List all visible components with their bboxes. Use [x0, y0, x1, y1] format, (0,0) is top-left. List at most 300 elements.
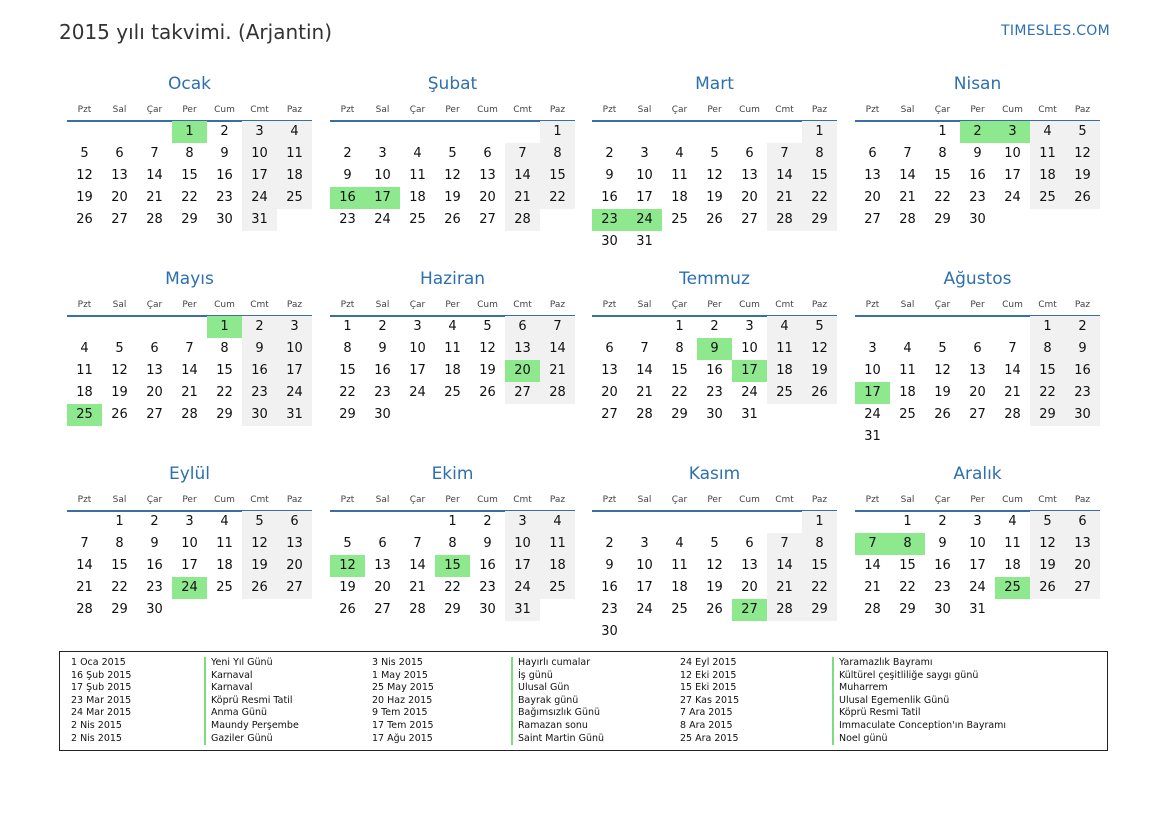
- legend-date: 9 Tem 2015: [372, 707, 428, 719]
- day-cell: 26: [339, 602, 356, 617]
- day-cell: 5: [938, 341, 947, 356]
- day-cell: 8: [802, 533, 837, 555]
- day-cell: 30: [969, 212, 986, 227]
- day-cell: 8: [938, 146, 947, 161]
- day-cell: 4: [1008, 514, 1017, 529]
- legend-date: 2 Nis 2015: [71, 719, 122, 731]
- day-cell: 14: [409, 558, 426, 573]
- day-cell: 21: [864, 580, 881, 595]
- day-cell: 20: [864, 190, 881, 205]
- day-cell: 30: [479, 602, 496, 617]
- day-cell: 9: [220, 146, 229, 161]
- weekday-label: Sal: [112, 105, 127, 115]
- weekday-label: Cum: [739, 300, 760, 310]
- day-cell: 31: [864, 429, 881, 444]
- day-cell: 29: [899, 602, 916, 617]
- day-cell: 24: [242, 187, 277, 209]
- holiday-day-cell: 27: [732, 599, 767, 621]
- legend-date: 2 Nis 2015: [71, 732, 122, 744]
- day-cell: 15: [899, 558, 916, 573]
- month-calendar: [592, 269, 837, 459]
- day-cell: 28: [181, 407, 198, 422]
- day-cell: 30: [1065, 404, 1100, 426]
- day-cell: 7: [505, 143, 540, 165]
- month-divider: [592, 510, 837, 512]
- day-cell: 4: [1030, 121, 1065, 143]
- day-cell: 12: [1065, 143, 1100, 165]
- month-name: Haziran: [419, 269, 486, 289]
- day-cell: 4: [903, 341, 912, 356]
- day-cell: 28: [864, 602, 881, 617]
- day-cell: 8: [675, 341, 684, 356]
- weekday-label: Çar: [934, 300, 951, 310]
- legend-names-col1: [204, 657, 299, 745]
- month-name: Eylül: [168, 464, 211, 484]
- month-name: Aralık: [953, 464, 1002, 484]
- weekday-label: Çar: [671, 495, 688, 505]
- day-cell: 14: [899, 168, 916, 183]
- weekday-label: Cmt: [775, 495, 794, 505]
- day-cell: 22: [444, 580, 461, 595]
- legend-dates-col2: [372, 657, 434, 745]
- day-cell: 27: [601, 407, 618, 422]
- day-cell: 14: [76, 558, 93, 573]
- weekday-label: Pzt: [77, 495, 92, 505]
- month-name: Mayıs: [165, 269, 214, 289]
- weekday-label: Pzt: [602, 300, 617, 310]
- page-title: 2015 yılı takvimi. (Arjantin): [59, 20, 333, 44]
- day-cell: 30: [601, 234, 618, 249]
- weekday-header: [330, 495, 575, 507]
- day-cell: 8: [343, 341, 352, 356]
- holiday-day-cell: 9: [697, 338, 732, 360]
- weekday-label: Per: [707, 105, 722, 115]
- day-cell: 8: [185, 146, 194, 161]
- day-cell: 18: [277, 165, 312, 187]
- day-cell: 12: [802, 338, 837, 360]
- month-name: Kasım: [688, 464, 741, 484]
- day-cell: 19: [706, 580, 723, 595]
- day-cell: 16: [601, 190, 618, 205]
- weekday-label: Cmt: [250, 495, 269, 505]
- day-cell: 25: [216, 580, 233, 595]
- weekday-label: Cum: [477, 495, 498, 505]
- day-cell: 10: [864, 363, 881, 378]
- day-cell: 14: [540, 338, 575, 360]
- day-cell: 23: [216, 190, 233, 205]
- day-cell: 27: [505, 382, 540, 404]
- weekday-label: Çar: [409, 300, 426, 310]
- day-cell: 3: [973, 514, 982, 529]
- weekday-label: Per: [707, 300, 722, 310]
- month-calendar: [855, 269, 1100, 459]
- day-cell: 11: [409, 168, 426, 183]
- day-cell: 24: [409, 385, 426, 400]
- weekday-label: Pzt: [77, 105, 92, 115]
- day-cell: 22: [181, 190, 198, 205]
- day-cell: 4: [448, 319, 457, 334]
- month-calendar: [330, 269, 575, 459]
- day-cell: 3: [277, 316, 312, 338]
- day-cell: 18: [899, 385, 916, 400]
- day-cell: 31: [636, 234, 653, 249]
- legend-holiday-name: Noel günü: [839, 732, 888, 744]
- day-cell: 5: [1065, 121, 1100, 143]
- day-cell: 11: [444, 341, 461, 356]
- weekday-label: Cum: [1002, 300, 1023, 310]
- day-cell: 26: [1030, 577, 1065, 599]
- month-calendar: [330, 74, 575, 264]
- day-cell: 12: [444, 168, 461, 183]
- day-cell: 24: [741, 385, 758, 400]
- month-name: Temmuz: [679, 269, 750, 289]
- weekday-label: Cmt: [513, 495, 532, 505]
- day-cell: 28: [636, 407, 653, 422]
- day-cell: 21: [899, 190, 916, 205]
- day-cell: 15: [339, 363, 356, 378]
- day-cell: 12: [242, 533, 277, 555]
- weekday-label: Per: [970, 105, 985, 115]
- weekday-label: Sal: [637, 105, 652, 115]
- day-cell: 15: [934, 168, 951, 183]
- weekday-label: Per: [707, 495, 722, 505]
- weekday-header: [855, 300, 1100, 312]
- legend-holiday-name: Ramazan sonu: [518, 719, 588, 731]
- weekday-label: Cmt: [775, 300, 794, 310]
- day-cell: 2: [242, 316, 277, 338]
- day-cell: 21: [540, 360, 575, 382]
- legend-holiday-name: Gaziler Günü: [211, 732, 273, 744]
- day-cell: 28: [767, 599, 802, 621]
- day-cell: 26: [76, 212, 93, 227]
- day-cell: 28: [146, 212, 163, 227]
- day-cell: 17: [969, 558, 986, 573]
- day-cell: 8: [540, 143, 575, 165]
- holiday-day-cell: 25: [995, 577, 1030, 599]
- weekday-label: Per: [970, 495, 985, 505]
- legend-date: 1 May 2015: [372, 669, 428, 681]
- weekday-label: Per: [970, 300, 985, 310]
- day-cell: 20: [601, 385, 618, 400]
- day-cell: 6: [605, 341, 614, 356]
- day-cell: 10: [242, 143, 277, 165]
- day-cell: 28: [899, 212, 916, 227]
- day-cell: 4: [277, 121, 312, 143]
- month-calendar: [67, 464, 312, 654]
- month-name: Şubat: [427, 74, 478, 94]
- day-cell: 25: [1030, 187, 1065, 209]
- day-cell: 12: [934, 363, 951, 378]
- day-cell: 11: [899, 363, 916, 378]
- day-cell: 29: [339, 407, 356, 422]
- day-cell: 2: [378, 319, 387, 334]
- day-cell: 7: [80, 536, 89, 551]
- weekday-label: Paz: [811, 105, 828, 115]
- day-cell: 9: [343, 168, 352, 183]
- day-cell: 15: [181, 168, 198, 183]
- weekday-label: Cum: [214, 495, 235, 505]
- month-divider: [330, 120, 575, 122]
- legend-holiday-name: Karnaval: [211, 682, 253, 694]
- day-cell: 20: [1065, 555, 1100, 577]
- holiday-day-cell: 25: [67, 404, 102, 426]
- day-cell: 18: [671, 580, 688, 595]
- holiday-day-cell: 24: [627, 209, 662, 231]
- day-cell: 1: [115, 514, 124, 529]
- day-cell: 20: [374, 580, 391, 595]
- day-cell: 8: [448, 536, 457, 551]
- day-cell: 14: [767, 555, 802, 577]
- weekday-header: [592, 105, 837, 117]
- weekday-header: [855, 105, 1100, 117]
- day-cell: 23: [479, 580, 496, 595]
- day-cell: 4: [220, 514, 229, 529]
- day-cell: 23: [934, 580, 951, 595]
- day-cell: 10: [1004, 146, 1021, 161]
- legend-holiday-name: Hayırlı cumalar: [518, 657, 591, 668]
- day-cell: 29: [802, 599, 837, 621]
- month-calendar: [592, 74, 837, 264]
- day-cell: 3: [413, 319, 422, 334]
- day-cell: 28: [505, 209, 540, 231]
- day-cell: 23: [339, 212, 356, 227]
- day-cell: 25: [277, 187, 312, 209]
- day-cell: 13: [111, 168, 128, 183]
- month-calendar: [67, 74, 312, 264]
- day-cell: 27: [741, 212, 758, 227]
- holiday-day-cell: 12: [330, 555, 365, 577]
- day-cell: 23: [374, 385, 391, 400]
- legend-holiday-name: Köprü Resmi Tatil: [839, 707, 921, 719]
- day-cell: 7: [540, 316, 575, 338]
- day-cell: 13: [741, 558, 758, 573]
- day-cell: 5: [343, 536, 352, 551]
- legend-date: 12 Eki 2015: [680, 669, 737, 681]
- day-cell: 20: [146, 385, 163, 400]
- day-cell: 18: [540, 555, 575, 577]
- weekday-label: Sal: [375, 300, 390, 310]
- legend-holiday-name: Karnaval: [211, 669, 253, 681]
- weekday-label: Cmt: [250, 105, 269, 115]
- day-cell: 30: [146, 602, 163, 617]
- legend-holiday-name: Kültürel çeşitliliğe saygı günü: [839, 669, 979, 681]
- day-cell: 9: [483, 536, 492, 551]
- day-cell: 22: [216, 385, 233, 400]
- day-cell: 22: [802, 577, 837, 599]
- day-cell: 17: [242, 165, 277, 187]
- day-cell: 2: [605, 146, 614, 161]
- day-cell: 1: [938, 124, 947, 139]
- day-cell: 25: [409, 212, 426, 227]
- day-cell: 25: [671, 602, 688, 617]
- day-cell: 17: [277, 360, 312, 382]
- day-cell: 19: [339, 580, 356, 595]
- day-cell: 23: [1065, 382, 1100, 404]
- day-cell: 4: [540, 511, 575, 533]
- day-cell: 11: [76, 363, 93, 378]
- day-cell: 12: [76, 168, 93, 183]
- weekday-label: Çar: [671, 300, 688, 310]
- day-cell: 28: [409, 602, 426, 617]
- weekday-label: Pzt: [602, 105, 617, 115]
- day-cell: 23: [146, 580, 163, 595]
- day-cell: 31: [741, 407, 758, 422]
- day-cell: 19: [934, 385, 951, 400]
- holiday-day-cell: 8: [890, 533, 925, 555]
- day-cell: 19: [479, 363, 496, 378]
- day-cell: 26: [1065, 187, 1100, 209]
- day-cell: 5: [80, 146, 89, 161]
- day-cell: 30: [242, 404, 277, 426]
- day-cell: 21: [767, 577, 802, 599]
- legend-holiday-name: Saint Martin Günü: [518, 732, 605, 744]
- day-cell: 8: [220, 341, 229, 356]
- holiday-day-cell: 23: [592, 209, 627, 231]
- weekday-label: Sal: [637, 495, 652, 505]
- day-cell: 28: [767, 209, 802, 231]
- legend-date: 24 Eyl 2015: [680, 657, 737, 668]
- day-cell: 15: [540, 165, 575, 187]
- day-cell: 29: [444, 602, 461, 617]
- day-cell: 25: [671, 212, 688, 227]
- day-cell: 1: [802, 511, 837, 533]
- day-cell: 22: [540, 187, 575, 209]
- day-cell: 16: [1065, 360, 1100, 382]
- legend-date: 8 Ara 2015: [680, 719, 733, 731]
- day-cell: 1: [903, 514, 912, 529]
- day-cell: 21: [181, 385, 198, 400]
- day-cell: 10: [636, 168, 653, 183]
- weekday-label: Pzt: [77, 300, 92, 310]
- day-cell: 2: [220, 124, 229, 139]
- day-cell: 4: [80, 341, 89, 356]
- weekday-label: Cum: [739, 495, 760, 505]
- weekday-label: Per: [182, 300, 197, 310]
- weekday-label: Pzt: [865, 495, 880, 505]
- day-cell: 3: [185, 514, 194, 529]
- day-cell: 19: [444, 190, 461, 205]
- weekday-label: Sal: [900, 300, 915, 310]
- holiday-day-cell: 2: [960, 121, 995, 143]
- month-calendar: [855, 464, 1100, 654]
- day-cell: 21: [636, 385, 653, 400]
- day-cell: 6: [505, 316, 540, 338]
- day-cell: 27: [864, 212, 881, 227]
- day-cell: 16: [242, 360, 277, 382]
- weekday-label: Cmt: [513, 300, 532, 310]
- day-cell: 20: [111, 190, 128, 205]
- day-cell: 26: [706, 212, 723, 227]
- day-cell: 10: [741, 341, 758, 356]
- weekday-label: Paz: [549, 105, 566, 115]
- weekday-label: Cmt: [513, 105, 532, 115]
- weekday-label: Sal: [375, 495, 390, 505]
- day-cell: 7: [640, 341, 649, 356]
- day-cell: 25: [540, 577, 575, 599]
- day-cell: 29: [181, 212, 198, 227]
- site-logo-link[interactable]: TIMESLES.COM: [1001, 23, 1110, 39]
- day-cell: 11: [671, 168, 688, 183]
- day-cell: 21: [505, 187, 540, 209]
- legend-date: 17 Ağu 2015: [372, 732, 433, 744]
- day-cell: 9: [973, 146, 982, 161]
- day-cell: 5: [710, 146, 719, 161]
- weekday-label: Paz: [811, 495, 828, 505]
- day-cell: 11: [1030, 143, 1065, 165]
- day-cell: 24: [505, 577, 540, 599]
- day-cell: 5: [1030, 511, 1065, 533]
- day-cell: 16: [146, 558, 163, 573]
- month-name: Ekim: [431, 464, 474, 484]
- weekday-label: Sal: [375, 105, 390, 115]
- day-cell: 27: [969, 407, 986, 422]
- day-cell: 6: [277, 511, 312, 533]
- weekday-header: [67, 300, 312, 312]
- holiday-day-cell: 7: [855, 533, 890, 555]
- day-cell: 16: [934, 558, 951, 573]
- weekday-label: Cmt: [775, 105, 794, 115]
- day-cell: 10: [969, 536, 986, 551]
- day-cell: 22: [671, 385, 688, 400]
- holiday-legend: [59, 651, 1108, 751]
- day-cell: 8: [115, 536, 124, 551]
- day-cell: 4: [413, 146, 422, 161]
- day-cell: 10: [505, 533, 540, 555]
- weekday-label: Cum: [739, 105, 760, 115]
- weekday-label: Cmt: [250, 300, 269, 310]
- day-cell: 7: [185, 341, 194, 356]
- day-cell: 10: [181, 536, 198, 551]
- day-cell: 9: [242, 338, 277, 360]
- day-cell: 14: [864, 558, 881, 573]
- legend-holiday-name: Bağımsızlık Günü: [518, 707, 601, 719]
- weekday-label: Sal: [112, 300, 127, 310]
- day-cell: 22: [339, 385, 356, 400]
- day-cell: 11: [216, 536, 233, 551]
- day-cell: 16: [601, 580, 618, 595]
- day-cell: 7: [767, 143, 802, 165]
- weekday-label: Per: [182, 105, 197, 115]
- day-cell: 27: [374, 602, 391, 617]
- day-cell: 6: [745, 536, 754, 551]
- legend-date: 25 May 2015: [372, 682, 434, 694]
- day-cell: 11: [767, 338, 802, 360]
- legend-holiday-name: Yeni Yıl Günü: [211, 657, 273, 668]
- day-cell: 14: [181, 363, 198, 378]
- day-cell: 5: [115, 341, 124, 356]
- weekday-label: Paz: [549, 300, 566, 310]
- weekday-label: Cum: [1002, 105, 1023, 115]
- weekday-label: Çar: [146, 495, 163, 505]
- holiday-day-cell: 17: [855, 382, 890, 404]
- day-cell: 18: [216, 558, 233, 573]
- day-cell: 21: [767, 187, 802, 209]
- day-cell: 6: [483, 146, 492, 161]
- day-cell: 15: [1030, 360, 1065, 382]
- day-cell: 13: [601, 363, 618, 378]
- day-cell: 14: [505, 165, 540, 187]
- weekday-header: [592, 495, 837, 507]
- day-cell: 22: [802, 187, 837, 209]
- day-cell: 1: [675, 319, 684, 334]
- day-cell: 7: [903, 146, 912, 161]
- legend-names-col3: [832, 657, 1006, 745]
- legend-holiday-name: İş günü: [518, 669, 553, 681]
- month-name: Mart: [695, 74, 734, 94]
- legend-date: 17 Tem 2015: [372, 719, 434, 731]
- day-cell: 7: [413, 536, 422, 551]
- day-cell: 30: [706, 407, 723, 422]
